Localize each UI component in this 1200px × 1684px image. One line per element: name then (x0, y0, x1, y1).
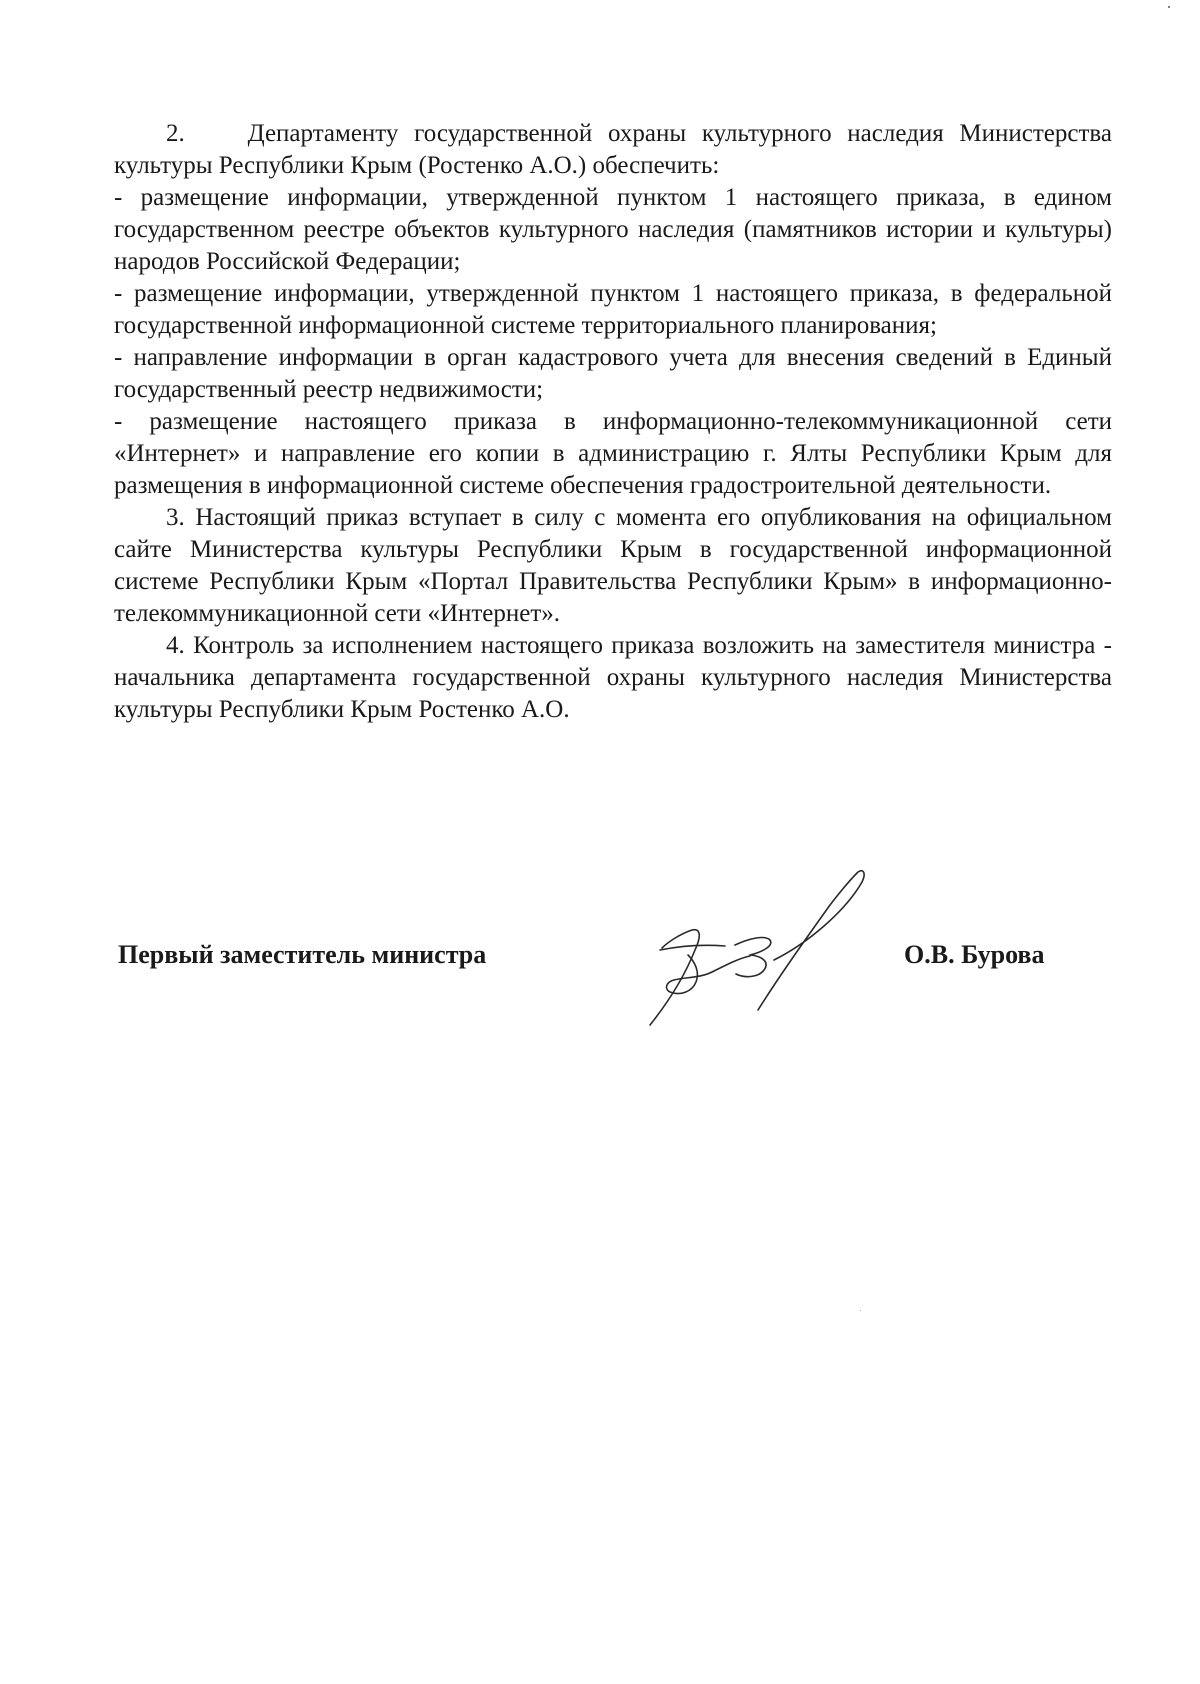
scan-speck (1168, 6, 1170, 8)
signatory-name: О.В. Бурова (904, 940, 1045, 969)
paragraph-item-4: 4. Контроль за исполнением настоящего приказа возложить на заместителя министра - начальника департамента государственной охраны культурного наследия Министерства культуры Республики Крым Ростенко А.О. (114, 632, 1112, 723)
paragraph-item-2: 2. Департаменту государственной охраны культурного наследия Министерства культуры Республики Крым (Ростенко А.О.) обеспечить: (114, 120, 1112, 179)
signature-block (114, 940, 1064, 980)
paragraph-item-3: 3. Настоящий приказ вступает в силу с момента его опубликования на официальном сайте Министерства культуры Республики Крым в государственной информационной системе Республики Крым «Портал Правительства Республики Крым» в информационно-телекоммуникационной сети «Интернет». (114, 504, 1112, 627)
handwritten-signature (640, 860, 880, 1030)
list-item-cadastre: - направление информации в орган кадастрового учета для внесения сведений в Единый государственный реестр недвижимости; (114, 344, 1112, 403)
list-item-internet: - размещение настоящего приказа в информационно-телекоммуникационной сети «Интернет» и направление его копии в администрацию г. Ялты Республики Крым для размещения в информационной системе обеспечения градостроительной деятельности. (114, 408, 1112, 499)
list-item-planning-system: - размещение информации, утвержденной пунктом 1 настоящего приказа, в федеральной государственной информационной системе территориального планирования; (114, 280, 1112, 339)
signatory-title: Первый заместитель министра (118, 940, 487, 969)
document-body (114, 118, 1112, 726)
scan-speck (860, 1310, 861, 1311)
list-item-registry: - размещение информации, утвержденной пунктом 1 настоящего приказа, в едином государственном реестре объектов культурного наследия (памятников истории и культуры) народов Российской Федерации; (114, 184, 1112, 275)
